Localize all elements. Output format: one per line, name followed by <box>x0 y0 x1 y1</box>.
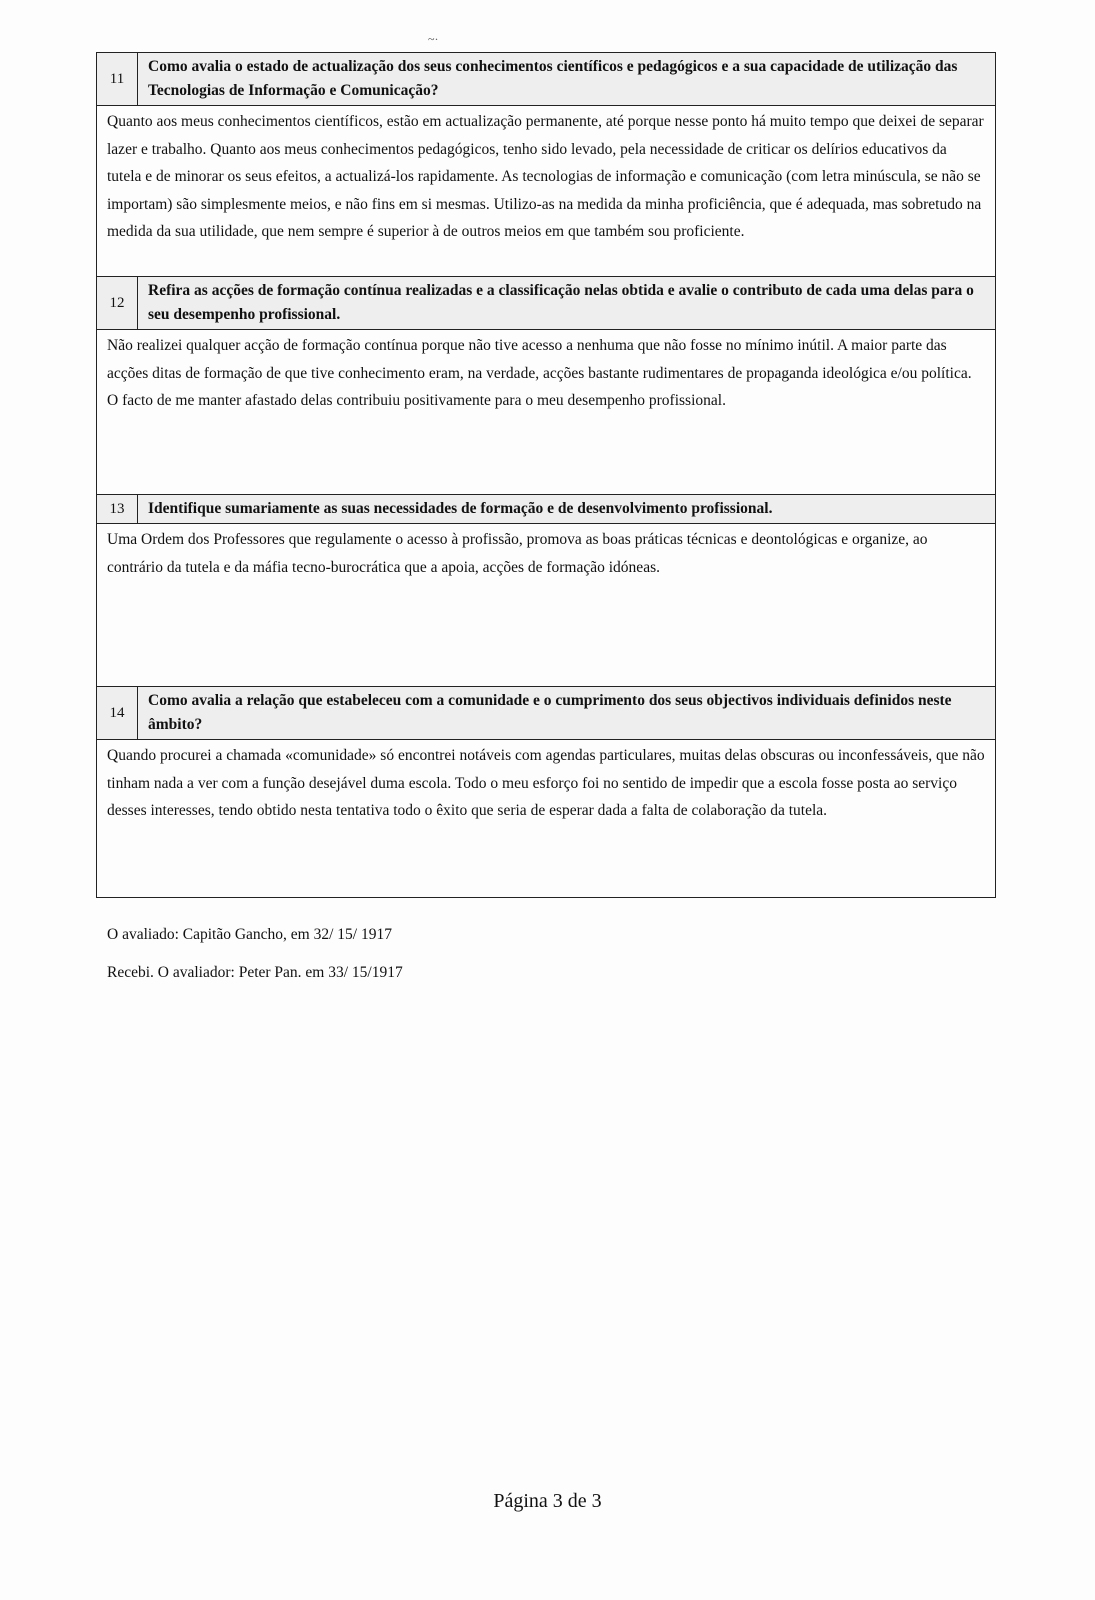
answer-11: Quanto aos meus conhecimentos científicos, estão em actualização permanente, até porque nesse ponto há muito tempo que deixei de separar lazer e trabalho. Quanto aos meus conhecimentos pedagógicos, tenho sido levado, pela necessidade de criticar os delírios educativos da tutela e de minorar os seus efeitos, a actualizá-los rapidamente. As tecnologias de informação e comunicação (com letra minúscula, se não se importam) são simplesmente meios, e não fins em si mesmas. Utilizo-as na medida da minha proficiência, que é adequada, mas sobretudo na medida da sua utilidade, que nem sempre é superior à de outros meios em que também sou proficiente. <box>107 113 984 240</box>
question-number: 14 <box>97 687 138 739</box>
question-number: 12 <box>97 277 138 329</box>
question-text: Como avalia a relação que estabeleceu com a comunidade e o cumprimento dos seus objectivos individuais definidos neste âmbito? <box>148 692 952 733</box>
scan-mark: ~· <box>428 32 439 46</box>
question-row-11 <box>97 53 995 106</box>
question-text: Refira as acções de formação contínua realizadas e a classificação nelas obtida e avalie o contributo de cada uma delas para o seu desempenho profissional. <box>148 282 974 323</box>
answer-13: Uma Ordem dos Professores que regulamente o acesso à profissão, promova as boas práticas técnicas e deontológicas e organize, ao contrário da tutela e da máfia tecno-burocrática que a apoia, acções de formação idóneas. <box>107 531 928 576</box>
question-row-14 <box>97 686 995 740</box>
question-row-13 <box>97 494 995 524</box>
question-text: Identifique sumariamente as suas necessidades de formação e de desenvolvimento profissional. <box>148 500 773 517</box>
question-row-12 <box>97 276 995 330</box>
question-number: 11 <box>97 53 138 105</box>
evaluation-form <box>96 52 996 898</box>
answer-12: Não realizei qualquer acção de formação contínua porque não tive acesso a nenhuma que não fosse no mínimo inútil. A maior parte das acções ditas de formação de que tive conhecimento eram, na verdade, acções bastante rudimentares de propaganda ideológica e/ou política. O facto de me manter afastado delas contribuiu positivamente para o meu desempenho profissional. <box>107 337 972 409</box>
evaluated-signature-line: O avaliado: Capitão Gancho, em 32/ 15/ 1917 <box>107 926 392 943</box>
answer-14: Quando procurei a chamada «comunidade» só encontrei notáveis com agendas particulares, muitas delas obscuras ou inconfessáveis, que não tinham nada a ver com a função desejável duma escola. Todo o meu esforço foi no sentido de impedir que a escola fosse posta ao serviço desses interesses, tendo obtido nesta tentativa todo o êxito que seria de esperar dada a falta de colaboração da tutela. <box>107 747 985 819</box>
evaluator-signature-line: Recebi. O avaliador: Peter Pan. em 33/ 15/1917 <box>107 964 403 981</box>
question-number: 13 <box>97 495 138 523</box>
question-text: Como avalia o estado de actualização dos seus conhecimentos científicos e pedagógicos e a sua capacidade de utilização das Tecnologias de Informação e Comunicação? <box>148 58 958 99</box>
page-number: Página 3 de 3 <box>493 1490 602 1512</box>
